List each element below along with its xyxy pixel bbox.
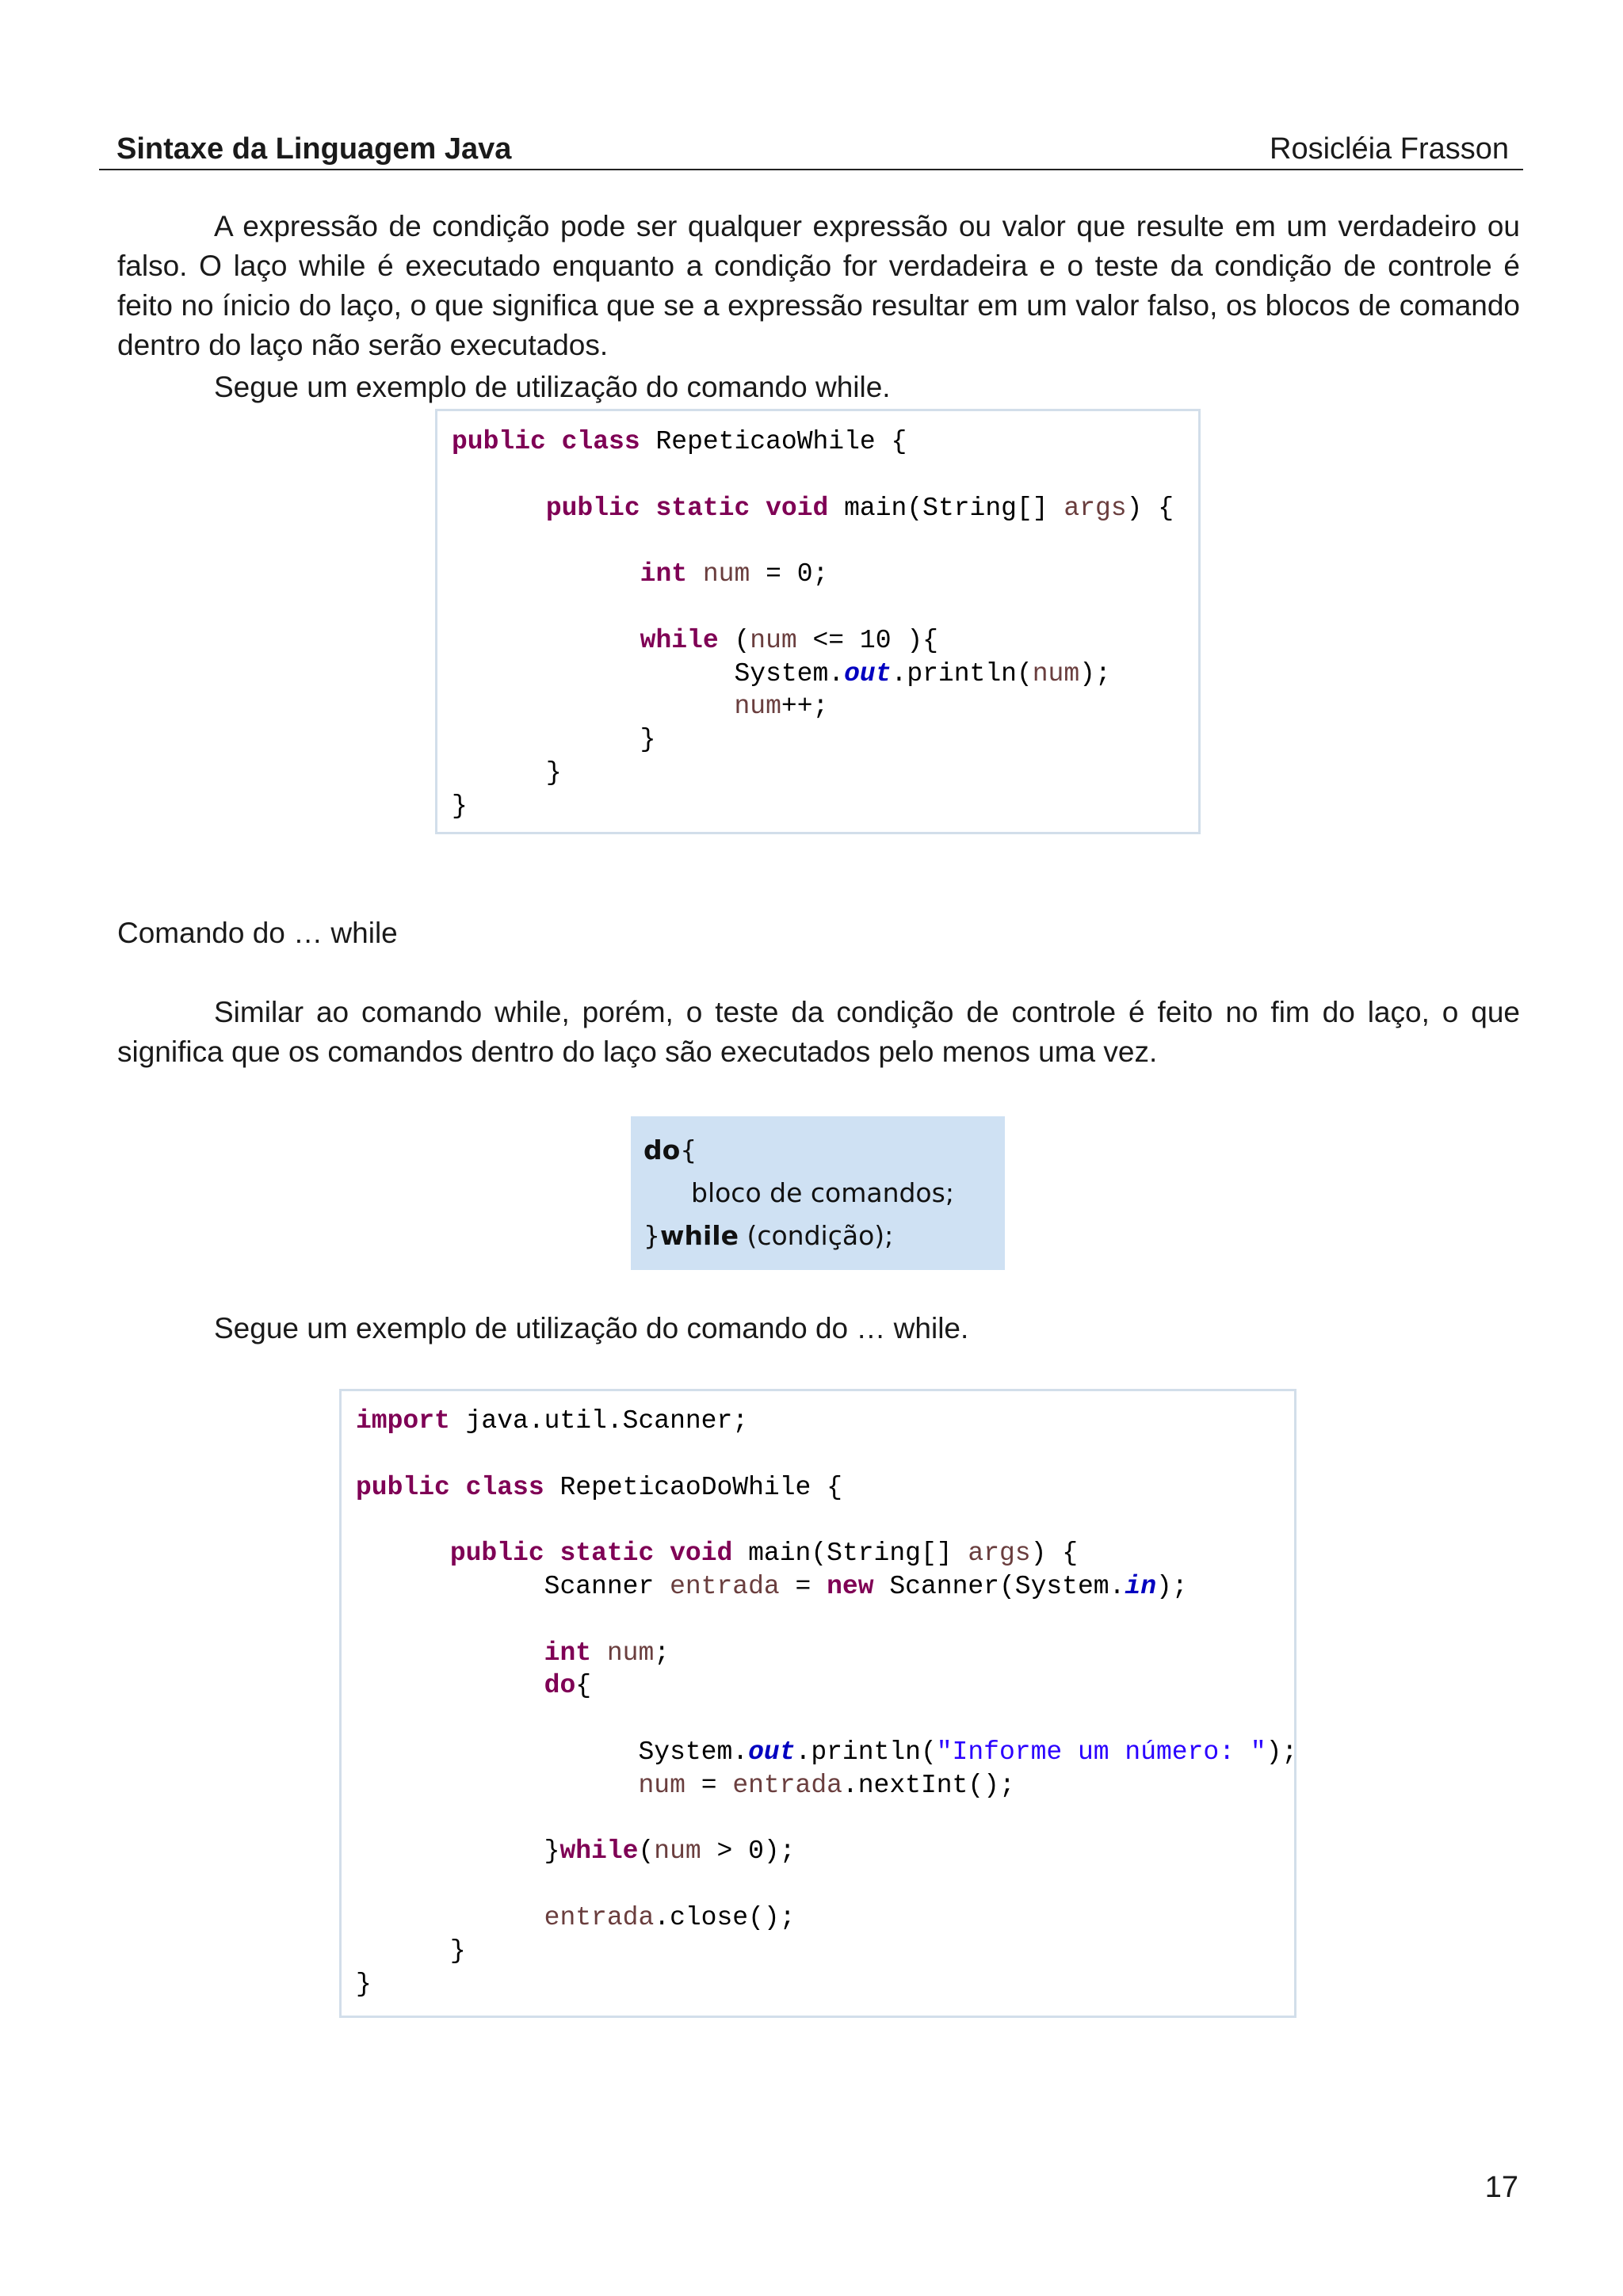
syntax-line-while: }while (condição); [643, 1220, 894, 1251]
heading-do-while: Comando do … while [117, 917, 398, 949]
code-block-do-while [339, 1389, 1296, 2018]
page-header [99, 131, 1523, 170]
page-number: 17 [1484, 2171, 1518, 2204]
syntax-line-body: bloco de comandos; [691, 1177, 954, 1208]
syntax-line-do: do{ [643, 1135, 697, 1165]
header-title: Sintaxe da Linguagem Java [116, 132, 512, 166]
paragraph-while-example-intro: Segue um exemplo de utilização do comando while. [214, 371, 891, 403]
syntax-box-do-while [631, 1116, 1005, 1270]
paragraph-while-condition: A expressão de condição pode ser qualquer expressão ou valor que resulte em um verdadeiro ou falso. O laço while é executado enquanto a condição for verdadeira e o teste da condição de controle é feito no ínicio do laço, o que significa que se a expressão resultar em um valor falso, os blocos de comando dentro do laço não serão executados. [117, 210, 1520, 361]
paragraph-do-while-description: Similar ao comando while, porém, o teste da condição de controle é feito no fim do laço, o que significa que os comandos dentro do laço são executados pelo menos uma vez. [117, 996, 1520, 1068]
code-block-while [435, 409, 1201, 834]
header-author: Rosicléia Frasson [1270, 132, 1509, 166]
code-do-while-text: import java.util.Scanner; public class RepeticaoDoWhile { public static void main(String[] args) { Scanner entrada = new Scanner(System.in); int num; do{ System.out.println("Informe um número: "); num = entrada.nextInt(); }while(num > 0); entrada.close(); } } [356, 1406, 1298, 1999]
paragraph-do-while-example-intro: Segue um exemplo de utilização do comando do … while. [214, 1312, 969, 1344]
code-while-text: public class RepeticaoWhile { public static void main(String[] args) { int num = 0; while (num <= 10 ){ System.out.println(num); num++; } } } [452, 427, 1174, 821]
